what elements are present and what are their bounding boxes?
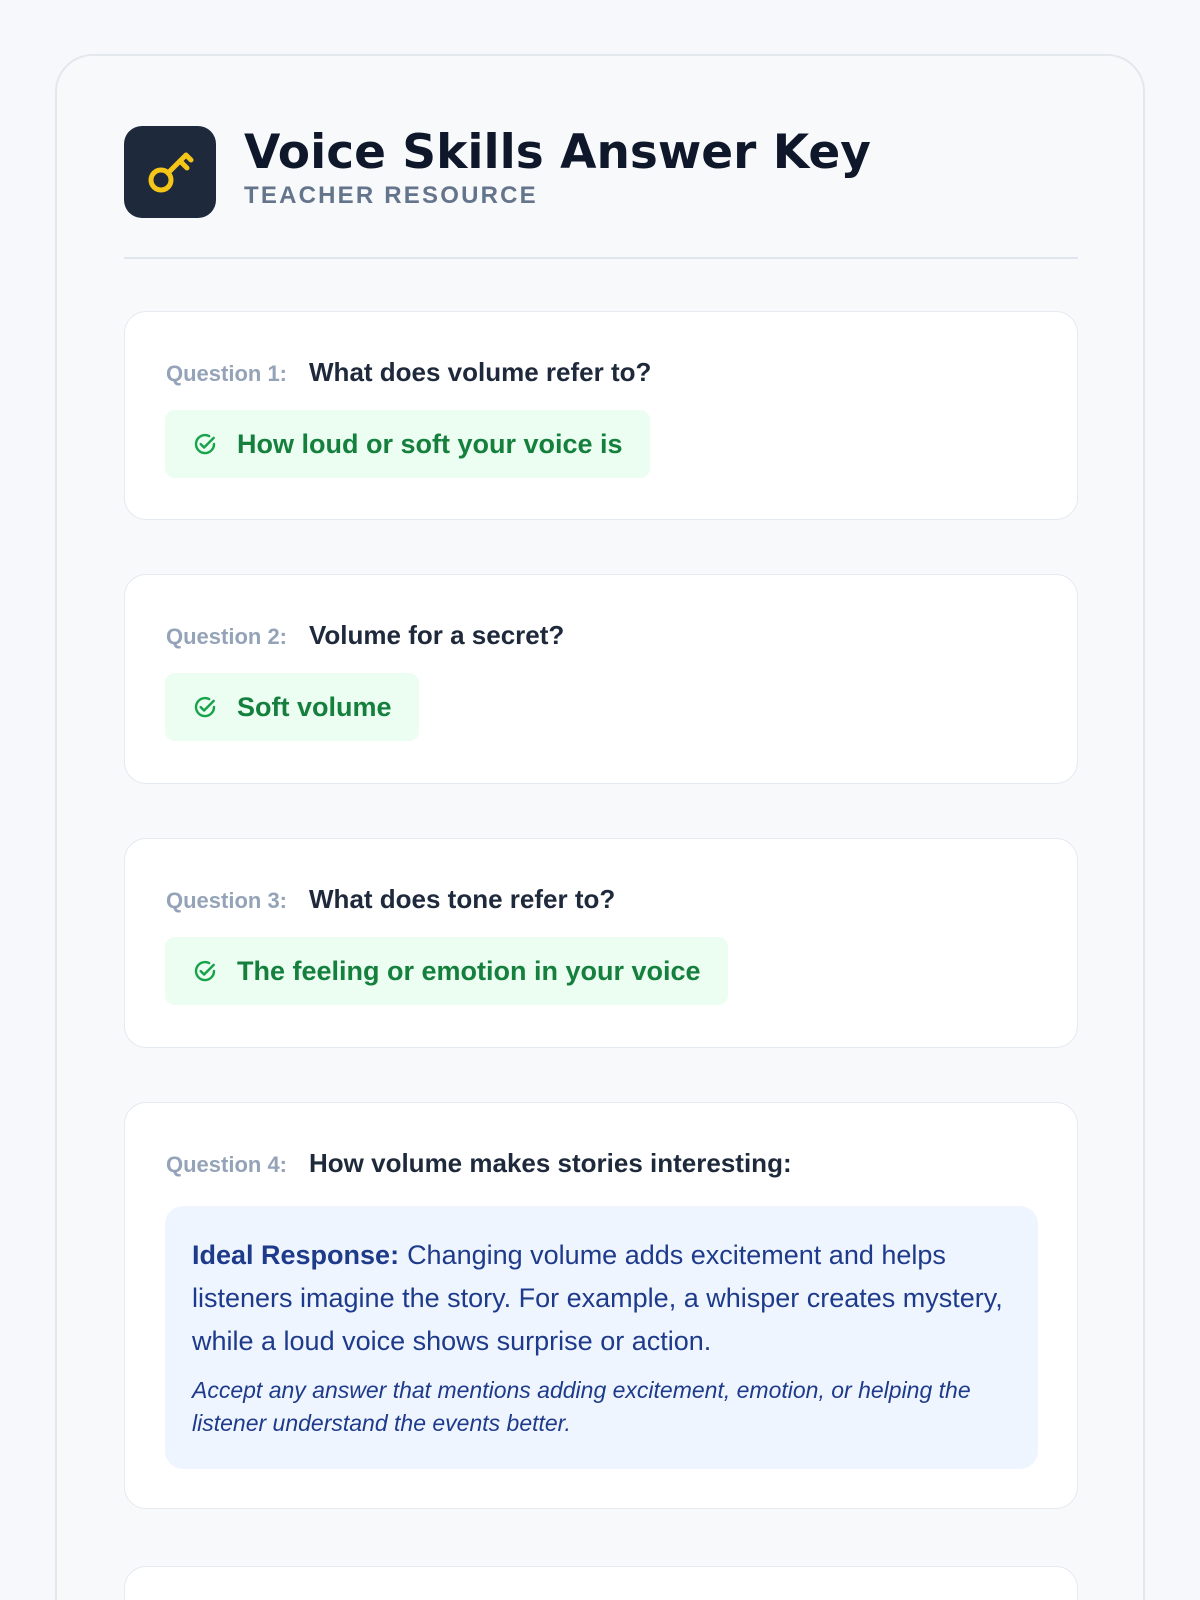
ideal-response-label: Ideal Response: (192, 1240, 400, 1270)
answer-chip-3 (165, 937, 728, 1005)
question-number-2: Question 2: (166, 624, 288, 649)
key-icon (143, 145, 197, 199)
header-titles (244, 127, 871, 210)
ideal-response-paragraph (192, 1234, 1011, 1363)
question-text-2: Volume for a secret? (309, 620, 565, 650)
answer-text-1: How loud or soft your voice is (237, 428, 623, 459)
question-row-1 (166, 357, 651, 388)
check-circle-icon (191, 957, 219, 985)
question-card-1 (124, 311, 1078, 520)
question-row-4 (166, 1148, 792, 1179)
check-circle-icon (191, 430, 219, 458)
question-card-4 (124, 1102, 1078, 1509)
page-subtitle: TEACHER RESOURCE (244, 182, 538, 209)
ideal-response-box (165, 1206, 1038, 1469)
answer-text-3: The feeling or emotion in your voice (237, 955, 701, 986)
question-number-3: Question 3: (166, 888, 288, 913)
question-row-2 (166, 620, 564, 651)
question-number-1: Question 1: (166, 361, 288, 386)
logo-tile (124, 126, 216, 218)
question-text-3: What does tone refer to? (309, 884, 616, 914)
answer-key-header (124, 124, 871, 219)
question-card-3 (124, 838, 1078, 1048)
question-row-3 (166, 884, 615, 915)
question-number-4: Question 4: (166, 1152, 288, 1177)
grading-note: Accept any answer that mentions adding excitement, emotion, or helping the listener understand the events better. (192, 1377, 971, 1436)
answer-chip-2 (165, 673, 419, 741)
question-card-2 (124, 574, 1078, 784)
page-title: Voice Skills Answer Key (244, 125, 871, 180)
answer-chip-1 (165, 410, 650, 478)
answer-text-2: Soft volume (237, 691, 392, 722)
question-card-5-partial (124, 1566, 1078, 1600)
ideal-response-text: Changing volume adds excitement and helps listeners imagine the story. For example, a whisper creates mystery, while a loud voice shows surprise or action. (192, 1240, 1003, 1356)
check-circle-icon (191, 693, 219, 721)
question-text-4: How volume makes stories interesting: (309, 1148, 792, 1178)
question-text-1: What does volume refer to? (309, 357, 652, 387)
header-divider (124, 257, 1078, 259)
